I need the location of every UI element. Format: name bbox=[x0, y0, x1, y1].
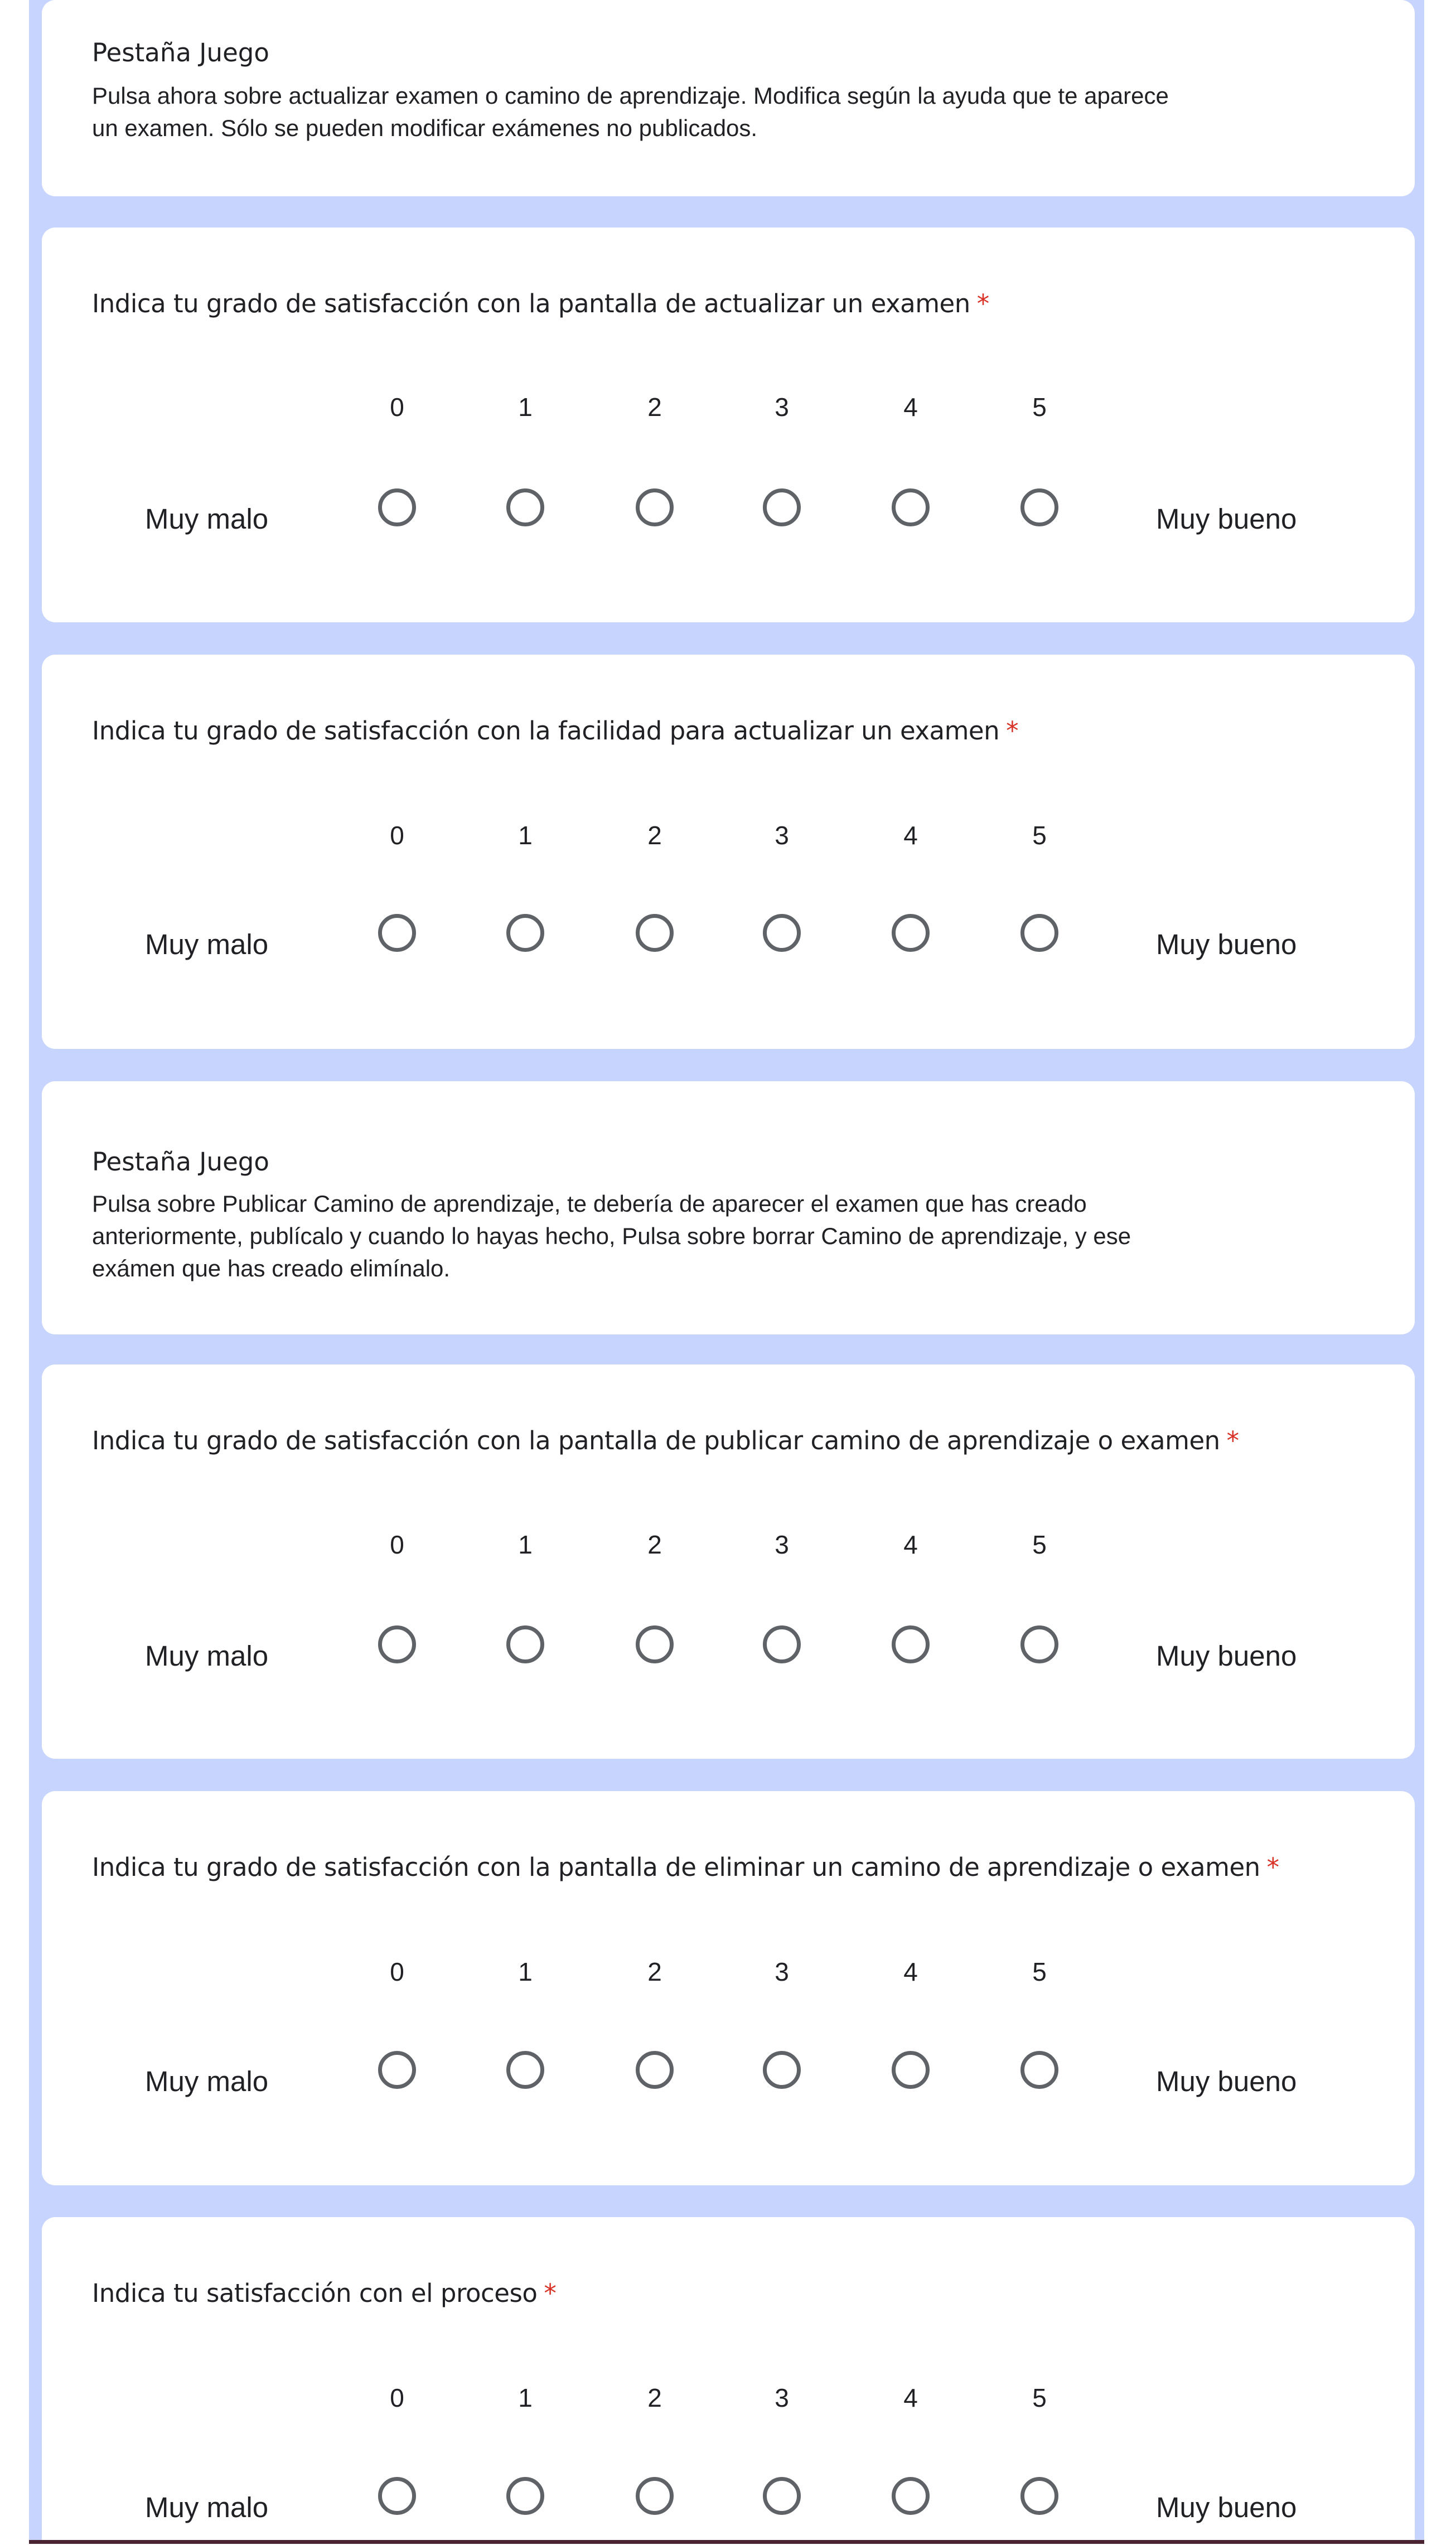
info-card-actualizar bbox=[42, 0, 1415, 196]
scale-label-0: 0 bbox=[390, 821, 404, 850]
required-marker: * bbox=[976, 289, 989, 318]
scale-label-1: 1 bbox=[518, 821, 533, 850]
rating-radio-3[interactable] bbox=[763, 2477, 801, 2515]
scale-label-2: 2 bbox=[647, 821, 662, 850]
scale-label-5: 5 bbox=[1032, 2383, 1047, 2412]
rating-radio-2[interactable] bbox=[636, 1625, 674, 1663]
info-title: Pestaña Juego bbox=[92, 38, 269, 67]
question-card-publicar bbox=[42, 1365, 1415, 1759]
scale-label-5: 5 bbox=[1032, 1530, 1047, 1559]
scale-low-label: Muy malo bbox=[145, 2065, 269, 2097]
scale-low-label: Muy malo bbox=[145, 503, 269, 535]
scale-label-1: 1 bbox=[518, 2383, 533, 2412]
question-text: Indica tu grado de satisfacción con la pantalla de actualizar un examen bbox=[92, 289, 970, 318]
scale-label-2: 2 bbox=[647, 1957, 662, 1986]
question-title bbox=[92, 2278, 556, 2308]
rating-radio-2[interactable] bbox=[636, 2477, 674, 2515]
scale-label-0: 0 bbox=[390, 1530, 404, 1559]
rating-radio-4[interactable] bbox=[892, 1625, 930, 1663]
rating-radio-2[interactable] bbox=[636, 488, 674, 526]
rating-radio-0[interactable] bbox=[378, 1625, 416, 1663]
rating-radio-2[interactable] bbox=[636, 914, 674, 952]
rating-radio-1[interactable] bbox=[506, 2477, 544, 2515]
rating-radio-0[interactable] bbox=[378, 488, 416, 526]
scale-high-label: Muy bueno bbox=[1156, 503, 1297, 535]
question-title bbox=[92, 289, 989, 318]
question-card-facilidad-actualizar bbox=[42, 655, 1415, 1049]
scale-low-label: Muy malo bbox=[145, 2491, 269, 2523]
info-card-publicar bbox=[42, 1081, 1415, 1334]
rating-radio-3[interactable] bbox=[763, 914, 801, 952]
info-line: Pulsa ahora sobre actualizar examen o camino de aprendizaje. Modifica según la ayuda que te aparece bbox=[92, 83, 1169, 109]
required-marker: * bbox=[1226, 1426, 1239, 1455]
required-marker: * bbox=[1266, 1852, 1279, 1882]
scale-label-4: 4 bbox=[903, 1530, 918, 1559]
rating-radio-3[interactable] bbox=[763, 2051, 801, 2089]
bottom-border bbox=[29, 2540, 1424, 2544]
scale-label-5: 5 bbox=[1032, 1957, 1047, 1986]
scale-label-1: 1 bbox=[518, 1957, 533, 1986]
rating-radio-4[interactable] bbox=[892, 2051, 930, 2089]
question-card-eliminar bbox=[42, 1791, 1415, 2185]
rating-radio-0[interactable] bbox=[378, 2477, 416, 2515]
scale-label-2: 2 bbox=[647, 2383, 662, 2412]
rating-radio-2[interactable] bbox=[636, 2051, 674, 2089]
question-text: Indica tu grado de satisfacción con la facilidad para actualizar un examen bbox=[92, 716, 1000, 746]
scale-label-1: 1 bbox=[518, 393, 533, 422]
scale-label-0: 0 bbox=[390, 393, 404, 422]
scale-label-2: 2 bbox=[647, 1530, 662, 1559]
required-marker: * bbox=[544, 2278, 557, 2308]
scale-low-label: Muy malo bbox=[145, 928, 269, 960]
question-text: Indica tu satisfacción con el proceso bbox=[92, 2278, 538, 2308]
info-line: un examen. Sólo se pueden modificar exámenes no publicados. bbox=[92, 115, 758, 141]
info-line: anteriormente, publícalo y cuando lo hayas hecho, Pulsa sobre borrar Camino de aprendizaje, y ese bbox=[92, 1223, 1131, 1249]
scale-high-label: Muy bueno bbox=[1156, 2065, 1297, 2097]
rating-radio-3[interactable] bbox=[763, 1625, 801, 1663]
rating-radio-1[interactable] bbox=[506, 2051, 544, 2089]
scale-label-5: 5 bbox=[1032, 393, 1047, 422]
scale-label-4: 4 bbox=[903, 2383, 918, 2412]
info-line: Pulsa sobre Publicar Camino de aprendizaje, te debería de aparecer el examen que has creado bbox=[92, 1191, 1087, 1217]
scale-label-4: 4 bbox=[903, 393, 918, 422]
rating-radio-1[interactable] bbox=[506, 488, 544, 526]
scale-high-label: Muy bueno bbox=[1156, 1640, 1297, 1672]
scale-label-5: 5 bbox=[1032, 821, 1047, 850]
rating-radio-5[interactable] bbox=[1020, 914, 1058, 952]
question-card-proceso bbox=[42, 2217, 1415, 2540]
scale-high-label: Muy bueno bbox=[1156, 2491, 1297, 2523]
scale-label-4: 4 bbox=[903, 821, 918, 850]
scale-high-label: Muy bueno bbox=[1156, 928, 1297, 960]
question-text: Indica tu grado de satisfacción con la pantalla de publicar camino de aprendizaje o examen bbox=[92, 1426, 1220, 1455]
question-title bbox=[92, 1852, 1279, 1882]
question-text: Indica tu grado de satisfacción con la pantalla de eliminar un camino de aprendizaje o examen bbox=[92, 1852, 1260, 1882]
rating-radio-5[interactable] bbox=[1020, 2051, 1058, 2089]
rating-radio-5[interactable] bbox=[1020, 488, 1058, 526]
info-title: Pestaña Juego bbox=[92, 1147, 269, 1177]
scale-label-2: 2 bbox=[647, 393, 662, 422]
rating-radio-0[interactable] bbox=[378, 2051, 416, 2089]
rating-radio-1[interactable] bbox=[506, 1625, 544, 1663]
scale-low-label: Muy malo bbox=[145, 1640, 269, 1672]
rating-radio-4[interactable] bbox=[892, 488, 930, 526]
info-line: exámen que has creado elimínalo. bbox=[92, 1255, 451, 1281]
scale-label-3: 3 bbox=[775, 1530, 789, 1559]
scale-label-4: 4 bbox=[903, 1957, 918, 1986]
question-title bbox=[92, 716, 1018, 746]
scale-label-0: 0 bbox=[390, 2383, 404, 2412]
scale-label-3: 3 bbox=[775, 2383, 789, 2412]
scale-label-3: 3 bbox=[775, 821, 789, 850]
rating-radio-5[interactable] bbox=[1020, 1625, 1058, 1663]
rating-radio-4[interactable] bbox=[892, 2477, 930, 2515]
rating-radio-5[interactable] bbox=[1020, 2477, 1058, 2515]
rating-radio-4[interactable] bbox=[892, 914, 930, 952]
question-title bbox=[92, 1426, 1239, 1455]
info-description bbox=[92, 80, 1391, 144]
scale-label-3: 3 bbox=[775, 1957, 789, 1986]
question-card-pantalla-actualizar bbox=[42, 228, 1415, 622]
scale-label-1: 1 bbox=[518, 1530, 533, 1559]
rating-radio-3[interactable] bbox=[763, 488, 801, 526]
info-description bbox=[92, 1188, 1391, 1285]
rating-radio-0[interactable] bbox=[378, 914, 416, 952]
required-marker: * bbox=[1006, 716, 1019, 746]
scale-label-3: 3 bbox=[775, 393, 789, 422]
scale-label-0: 0 bbox=[390, 1957, 404, 1986]
rating-radio-1[interactable] bbox=[506, 914, 544, 952]
